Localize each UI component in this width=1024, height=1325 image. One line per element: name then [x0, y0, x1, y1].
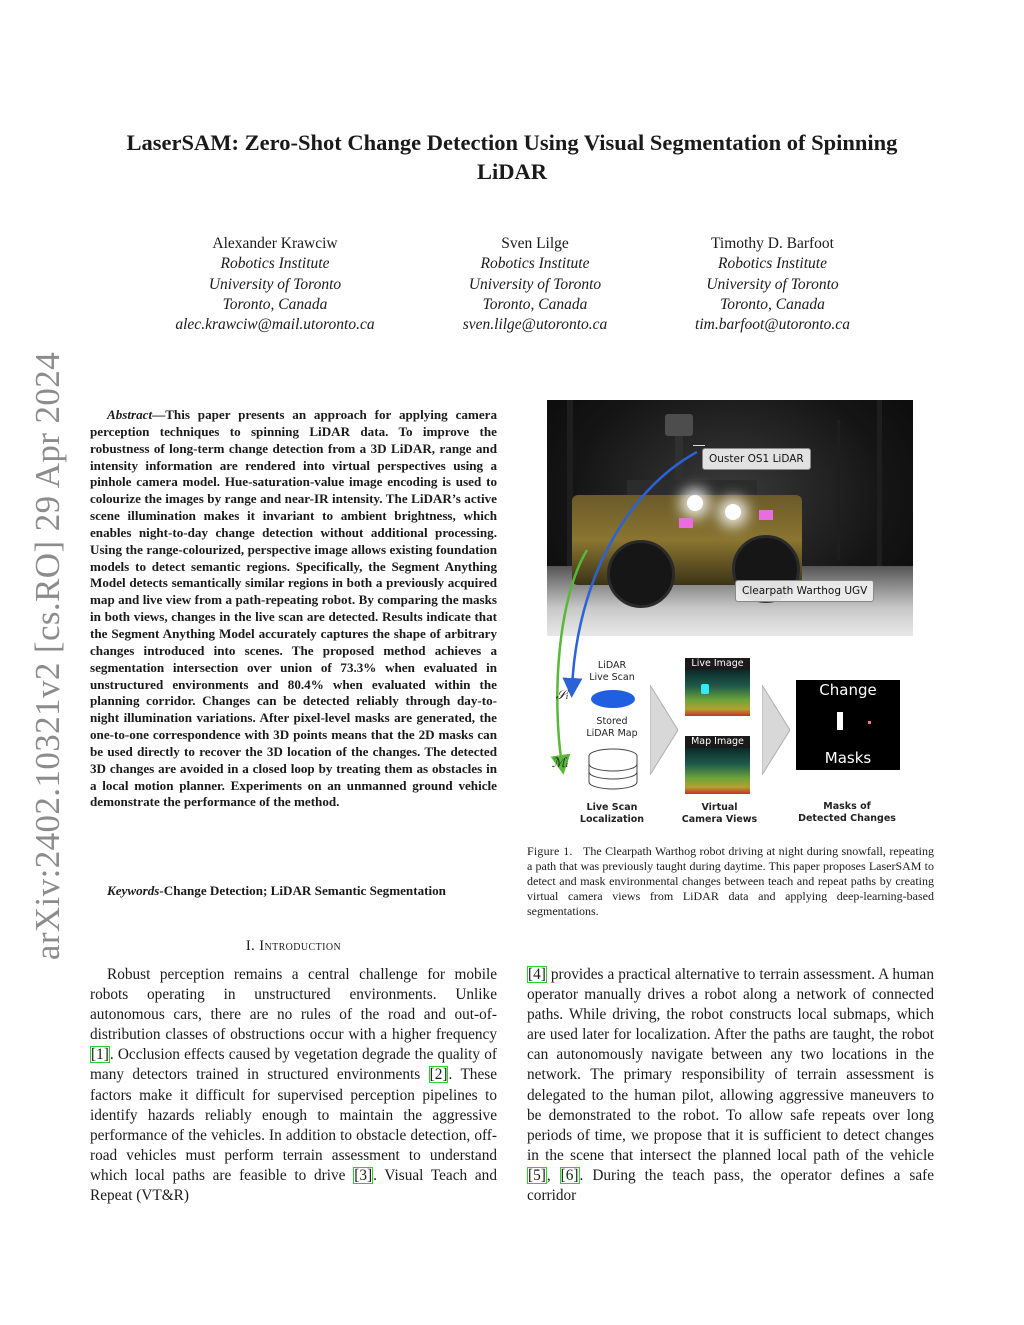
keywords-text: -Change Detection; LiDAR Semantic Segmentation: [159, 883, 446, 898]
live-scan-symbol: 𝒮ᵢ: [555, 688, 569, 703]
map-symbol: ℳᵢ: [551, 756, 569, 771]
column-label: Virtual Camera Views: [681, 802, 758, 825]
change-masks-panel: [796, 680, 900, 770]
abstract-lead: Abstract: [107, 407, 153, 422]
map-image-label: Map Image: [685, 736, 750, 748]
author-name: Sven Lilge: [501, 235, 569, 252]
citation-link[interactable]: [3]: [354, 1166, 373, 1184]
author-institute: Robotics Institute: [220, 255, 330, 273]
paper-title: LaserSAM: Zero-Shot Change Detection Using Visual Segmentation of Spinning LiDAR: [126, 130, 898, 184]
chevron-right-icon: [762, 685, 790, 775]
mask-blob: [868, 721, 871, 724]
body-text: ,: [546, 1166, 560, 1184]
masks-title: Masks: [824, 749, 872, 767]
author-name: Alexander Krawciw: [212, 235, 338, 252]
chevron-right-icon: [650, 685, 678, 775]
pipeline-diagram: [547, 640, 913, 830]
mask-blob: [837, 712, 843, 730]
body-text: provides a practical alternative to terrain assessment. A human operator manually drives a robot along a network of connected paths. While driving, the robot constructs local submaps, which are used later for localization. After the paths are taught, the robot can autonomously navigate between any two locations in the network. The primary responsibility of terrain assessment is delegated to the human pilot, allowing aggressive maneuvers to be demonstrated to the robot. To allow safe repeats over long periods of time, we propose that it is sufficient to detect changes in the scene that intersect the planned local path of the vehicle: [527, 966, 934, 1164]
author-name: Timothy D. Barfoot: [710, 235, 834, 252]
object-blob: [701, 684, 709, 694]
author-block: [150, 234, 400, 335]
author-institute: Robotics Institute: [718, 255, 827, 273]
section-number: I.: [245, 938, 256, 954]
body-text: . Visual Teach and Repeat (VT&R): [90, 1166, 497, 1205]
author-block: [670, 234, 875, 335]
body-text: . Occlusion effects caused by vegetation degrade the quality of many detectors trained in structured environments: [90, 1046, 497, 1084]
author-block: [435, 234, 635, 335]
author-university: University of Toronto: [706, 275, 839, 293]
arxiv-stamp: arXiv:2402.10321v2 [cs.RO] 29 Apr 2024: [28, 351, 67, 961]
citation-link[interactable]: [2]: [429, 1066, 448, 1084]
column-label: Live Scan Localization: [579, 802, 645, 825]
body-text: . During the teach pass, the operator defines a safe corridor: [527, 1166, 934, 1205]
author-location: Toronto, Canada: [720, 295, 825, 313]
section-heading: [90, 938, 497, 955]
live-image-panel: [685, 670, 750, 716]
author-email[interactable]: alec.krawciw@mail.utoronto.ca: [175, 316, 375, 334]
author-location: Toronto, Canada: [482, 295, 588, 313]
stored-map-label: Stored LiDAR Map: [586, 716, 638, 739]
caption-text: The Clearpath Warthog robot driving at night during snowfall, repeating a path that was previously taught during daytime. This paper proposes LaserSAM to detect and mask environmental changes between teach and repeat paths by creating virtual camera views from LiDAR data and applying deep-learning-based segmentations.: [527, 844, 935, 919]
body-text: Robust perception remains a central challenge for mobile robots operating in unstructured environments. Unlike autonomous cars, there are no rules of the road and out-of-distribution classes of obstructions occur with a higher frequency: [90, 966, 497, 1044]
ugv-label: Clearpath Warthog UGV: [735, 580, 874, 602]
column-label: Masks of Detected Changes: [798, 801, 896, 824]
lidar-label: Ouster OS1 LiDAR: [702, 448, 811, 470]
change-title: Change: [819, 681, 877, 699]
intro-left-column: [90, 965, 497, 1206]
author-university: University of Toronto: [468, 275, 602, 293]
abstract: [90, 407, 497, 811]
map-image-panel: [685, 748, 750, 794]
live-scan-label: LiDAR Live Scan: [589, 660, 635, 683]
abstract-text: —This paper presents an approach for applying camera perception techniques to spinning LiDAR data. To improve the robustness of long-term change detection from a 3D LiDAR, range and intensity information are rendered into virtual perspectives using a pinhole camera model. Hue-saturation-value image encoding is used to colourize the images by range and near-IR intensity. The LiDAR’s active scene illumination makes it invariant to ambient brightness, which enables night-to-day change detection without additional processing. Using the range-colourized, perspective image allows existing foundation models to detect semantic regions. Specifically, the Segment Anything Model detects semantically similar regions in both a previously acquired map and live view from a path-repeating robot. By comparing the masks in both views, changes in the live scan are detected. Results indicate that the Segment Anything Model accurately captures the shape of arbitrary changes introduced into scenes. The proposed method achieves a segmentation intersection over union of 73.3% when evaluated in unstructured environments and 80.4% when evaluated within the planning corridor. Changes can be detected reliably through day-to-night illumination variations. After pixel-level masks are generated, the one-to-one correspondence with 3D points means that the 2D masks can be used directly to recover the 3D location of the changes. The detected 3D changes are avoided in a closed loop by treating them as obstacles in a local motion planner. Experiments on an unmanned ground vehicle demonstrate the performance of the method.: [90, 407, 497, 810]
live-image-label: Live Image: [685, 658, 750, 670]
author-email[interactable]: sven.lilge@utoronto.ca: [462, 316, 608, 334]
section-title: Introduction: [259, 938, 342, 954]
author-institute: Robotics Institute: [480, 255, 590, 273]
citation-link[interactable]: [5]: [528, 1166, 546, 1184]
author-email[interactable]: tim.barfoot@utoronto.ca: [695, 316, 850, 334]
citation-link[interactable]: [6]: [560, 1166, 579, 1184]
body-text: . These factors make it difficult for supervised perception pipelines to identify hazards reliably enough to maintain the aggressive performance of the vehicles. In addition to obstacle detection, off-road vehicles must perform terrain assessment to understand which local paths are feasible to drive: [90, 1066, 497, 1184]
citation-link[interactable]: [4]: [528, 966, 546, 983]
author-location: Toronto, Canada: [222, 295, 328, 313]
caption-label: Figure 1.: [527, 844, 573, 858]
live-scan-ellipse: [591, 690, 635, 708]
map-stack-icon: [587, 746, 639, 792]
keywords: [90, 883, 497, 899]
figure-caption: [527, 844, 934, 919]
citation-link[interactable]: [1]: [91, 1046, 109, 1064]
keywords-label: Keywords: [107, 883, 160, 898]
intro-right-column: [527, 965, 934, 1206]
author-university: University of Toronto: [208, 275, 342, 293]
